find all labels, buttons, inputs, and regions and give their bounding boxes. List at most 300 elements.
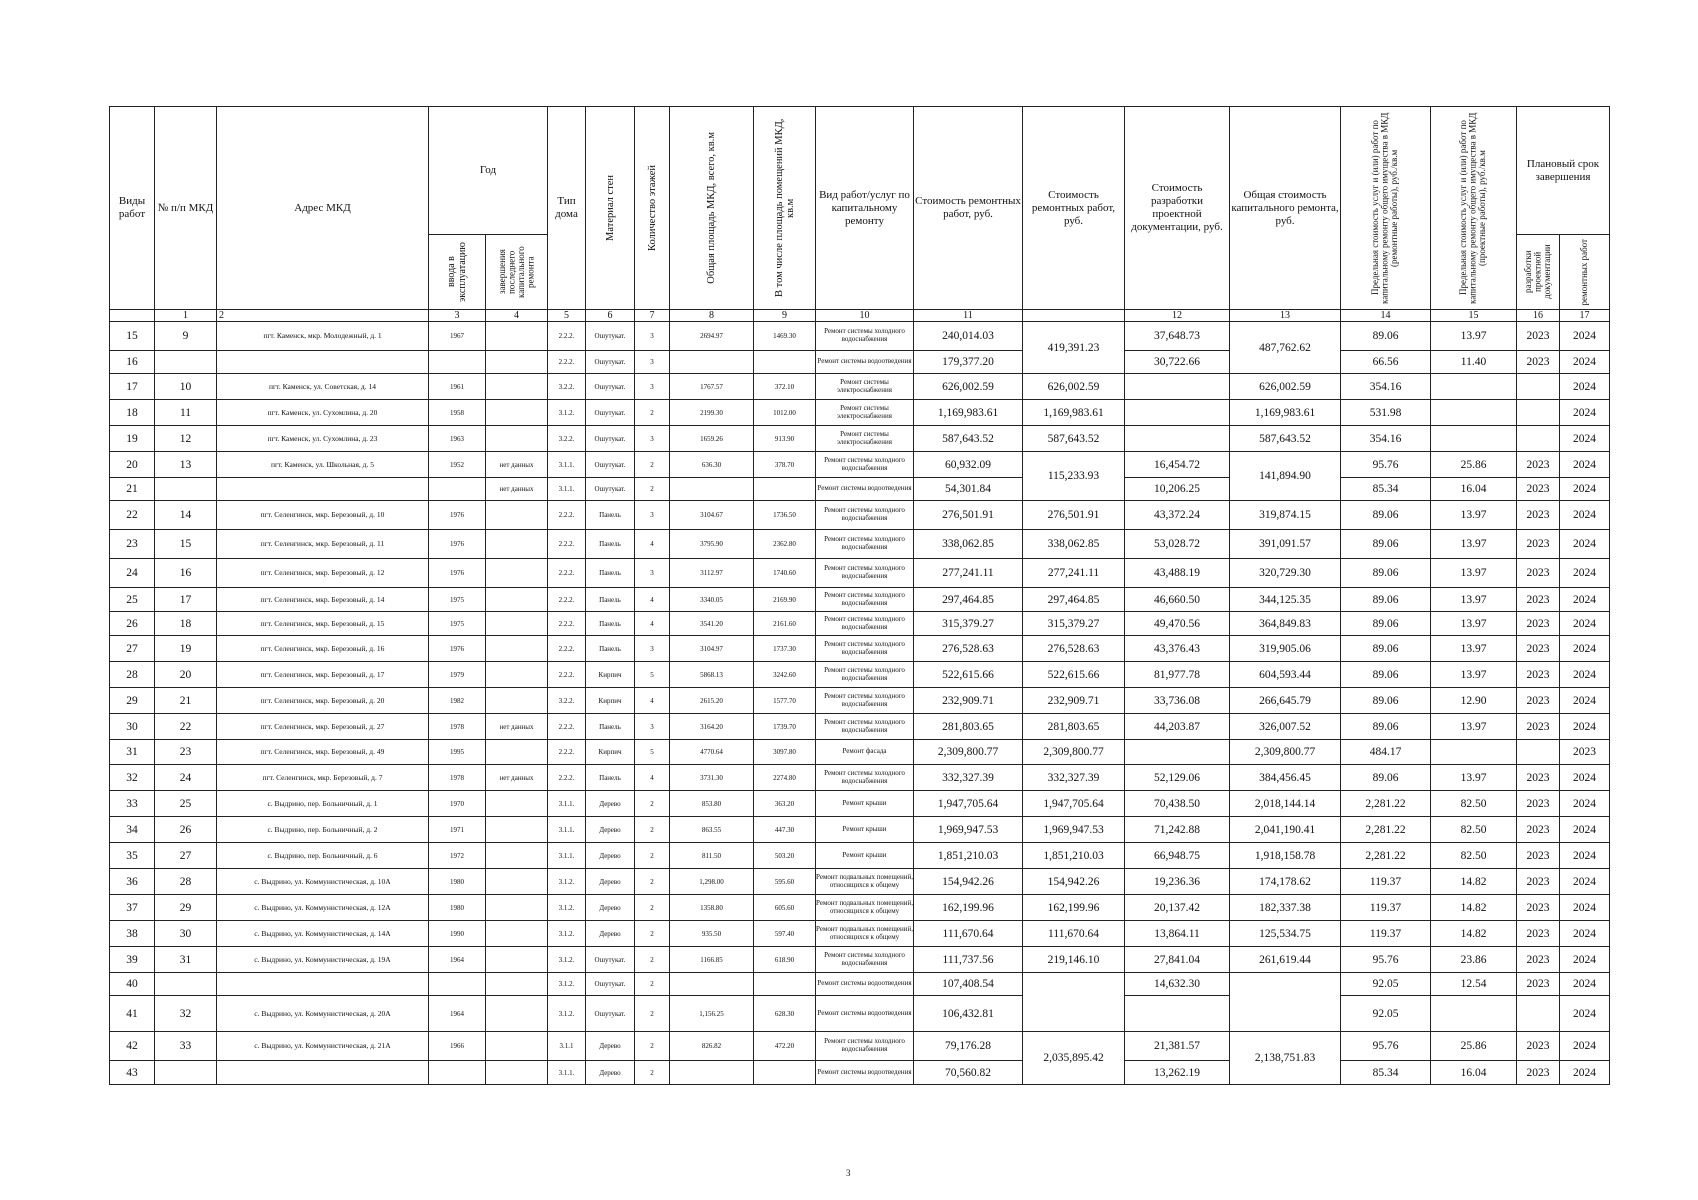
cell-premises-area: 597.40 bbox=[754, 921, 816, 947]
cell-total-cost: 604,593.44 bbox=[1230, 662, 1341, 688]
cell-premises-area: 595.60 bbox=[754, 869, 816, 895]
cell-premises-area: 913.90 bbox=[754, 426, 816, 452]
cell-vid-rabot: 19 bbox=[110, 426, 155, 452]
cell-limit-repair: 95.76 bbox=[1341, 947, 1431, 973]
cell-work-type: Ремонт системы холодного водоснабжения bbox=[816, 452, 914, 478]
cell-floors: 3 bbox=[635, 559, 670, 588]
cell-premises-area bbox=[754, 478, 816, 501]
cell-house-type: 3.1.1. bbox=[548, 817, 586, 843]
cell-repair-cost: 111,670.64 bbox=[914, 921, 1023, 947]
cell-address: пгт. Селенгинск, мкр. Березовый, д. 17 bbox=[217, 662, 429, 688]
cell-term-repair: 2024 bbox=[1560, 426, 1610, 452]
cell-wall-material: Ошутукат. bbox=[586, 973, 635, 996]
table-row bbox=[110, 530, 1610, 559]
cell-limit-repair: 119.37 bbox=[1341, 869, 1431, 895]
cell-repair-cost: 106,432.81 bbox=[914, 996, 1023, 1032]
cell-work-type: Ремонт системы холодного водоснабжения bbox=[816, 714, 914, 740]
table-row bbox=[110, 740, 1610, 765]
cell-limit-design: 25.86 bbox=[1431, 1032, 1517, 1061]
cell-house-type: 3.1.1. bbox=[548, 1061, 586, 1085]
cell-repair-cost-total: 154,942.26 bbox=[1023, 869, 1125, 895]
cell-repair-cost-total: 2,035,895.42 bbox=[1023, 1032, 1125, 1085]
cell-total-area: 863.55 bbox=[670, 817, 754, 843]
cell-house-type: 3.1.2. bbox=[548, 973, 586, 996]
cell-repair-cost-total: 419,391.23 bbox=[1023, 322, 1125, 374]
cell-year-commissioning: 1976 bbox=[429, 636, 486, 662]
cell-limit-design bbox=[1431, 426, 1517, 452]
cell-wall-material: Дерево bbox=[586, 843, 635, 869]
cell-vid-rabot: 36 bbox=[110, 869, 155, 895]
cell-np: 28 bbox=[155, 869, 217, 895]
cell-address: пгт. Селенгинск, мкр. Березовый, д. 11 bbox=[217, 530, 429, 559]
cell-design-cost: 21,381.57 bbox=[1125, 1032, 1230, 1061]
cell-term-design: 2023 bbox=[1517, 921, 1560, 947]
cell-floors: 2 bbox=[635, 791, 670, 817]
cell-limit-repair: 531.98 bbox=[1341, 400, 1431, 426]
cell-term-design: 2023 bbox=[1517, 452, 1560, 478]
cell-year-last-repair: нет данных bbox=[486, 714, 548, 740]
cell-repair-cost: 154,942.26 bbox=[914, 869, 1023, 895]
cell-floors: 4 bbox=[635, 588, 670, 612]
cell-vid-rabot: 18 bbox=[110, 400, 155, 426]
cell-limit-design: 82.50 bbox=[1431, 791, 1517, 817]
cell-premises-area: 1469.30 bbox=[754, 322, 816, 351]
cell-house-type: 3.2.2. bbox=[548, 426, 586, 452]
cell-vid-rabot: 32 bbox=[110, 765, 155, 791]
cell-limit-design: 11.40 bbox=[1431, 351, 1517, 374]
cell-year-last-repair bbox=[486, 588, 548, 612]
cell-limit-repair: 89.06 bbox=[1341, 612, 1431, 636]
cell-wall-material: Кирпич bbox=[586, 662, 635, 688]
cell-design-cost: 71,242.88 bbox=[1125, 817, 1230, 843]
cell-premises-area bbox=[754, 351, 816, 374]
cell-np bbox=[155, 478, 217, 501]
cell-vid-rabot: 37 bbox=[110, 895, 155, 921]
cell-wall-material: Дерево bbox=[586, 869, 635, 895]
cell-term-repair: 2024 bbox=[1560, 817, 1610, 843]
cell-house-type: 2.2.2. bbox=[548, 351, 586, 374]
cell-work-type: Ремонт системы холодного водоснабжения bbox=[816, 612, 914, 636]
cell-premises-area: 472.20 bbox=[754, 1032, 816, 1061]
cell-design-cost: 16,454.72 bbox=[1125, 452, 1230, 478]
cell-work-type: Ремонт крыши bbox=[816, 817, 914, 843]
cell-term-design: 2023 bbox=[1517, 501, 1560, 530]
cell-year-commissioning: 1990 bbox=[429, 921, 486, 947]
cell-design-cost: 30,722.66 bbox=[1125, 351, 1230, 374]
cell-total-cost: 320,729.30 bbox=[1230, 559, 1341, 588]
cell-limit-design: 13.97 bbox=[1431, 559, 1517, 588]
cell-floors: 5 bbox=[635, 662, 670, 688]
cell-floors: 2 bbox=[635, 921, 670, 947]
cell-floors: 3 bbox=[635, 636, 670, 662]
cell-limit-design: 82.50 bbox=[1431, 817, 1517, 843]
table-row bbox=[110, 791, 1610, 817]
cell-limit-repair: 85.34 bbox=[1341, 1061, 1431, 1085]
cell-house-type: 3.1.1 bbox=[548, 1032, 586, 1061]
cell-total-cost: 2,138,751.83 bbox=[1230, 1032, 1341, 1085]
cell-year-last-repair bbox=[486, 662, 548, 688]
table-row bbox=[110, 895, 1610, 921]
cell-repair-cost: 70,560.82 bbox=[914, 1061, 1023, 1085]
cell-work-type: Ремонт крыши bbox=[816, 843, 914, 869]
cell-wall-material: Панель bbox=[586, 765, 635, 791]
cell-total-area: 853.80 bbox=[670, 791, 754, 817]
cell-np: 15 bbox=[155, 530, 217, 559]
header-total-area: Общая площадь МКД, всего, кв.м bbox=[670, 107, 754, 310]
cell-vid-rabot: 42 bbox=[110, 1032, 155, 1061]
cell-premises-area bbox=[754, 973, 816, 996]
header-repair-cost: Стоимость ремонтных работ, руб. bbox=[914, 107, 1023, 310]
table-row bbox=[110, 400, 1610, 426]
cell-wall-material: Ошутукат. bbox=[586, 478, 635, 501]
cell-year-last-repair bbox=[486, 921, 548, 947]
cell-term-design: 2023 bbox=[1517, 1032, 1560, 1061]
cell-total-area bbox=[670, 351, 754, 374]
cell-vid-rabot: 35 bbox=[110, 843, 155, 869]
header-year: Год bbox=[429, 107, 548, 235]
cell-repair-cost-total: 115,233.93 bbox=[1023, 452, 1125, 501]
cell-design-cost: 46,660.50 bbox=[1125, 588, 1230, 612]
cell-wall-material: Панель bbox=[586, 530, 635, 559]
cell-wall-material: Ошутукат. bbox=[586, 351, 635, 374]
cell-address: пгт. Селенгинск, мкр. Березовый, д. 7 bbox=[217, 765, 429, 791]
cell-term-repair: 2024 bbox=[1560, 895, 1610, 921]
cell-limit-repair: 89.06 bbox=[1341, 636, 1431, 662]
cell-total-area: 636.30 bbox=[670, 452, 754, 478]
cell-wall-material: Ошутукат. bbox=[586, 452, 635, 478]
cell-year-commissioning bbox=[429, 1061, 486, 1085]
cell-term-design: 2023 bbox=[1517, 817, 1560, 843]
cell-np: 27 bbox=[155, 843, 217, 869]
cell-repair-cost-total: 626,002.59 bbox=[1023, 374, 1125, 400]
cell-vid-rabot: 39 bbox=[110, 947, 155, 973]
cell-year-commissioning: 1978 bbox=[429, 714, 486, 740]
header-repair-cost-total: Стоимость ремонтных работ, руб. bbox=[1023, 107, 1125, 310]
cell-year-last-repair bbox=[486, 895, 548, 921]
cell-year-commissioning: 1982 bbox=[429, 688, 486, 714]
cell-term-design: 2023 bbox=[1517, 530, 1560, 559]
cell-design-cost: 19,236.36 bbox=[1125, 869, 1230, 895]
cell-vid-rabot: 33 bbox=[110, 791, 155, 817]
cell-wall-material: Ошутукат. bbox=[586, 374, 635, 400]
cell-address: с. Выдрино, пер. Больничный, д. 6 bbox=[217, 843, 429, 869]
cell-term-repair: 2024 bbox=[1560, 662, 1610, 688]
cell-repair-cost: 232,909.71 bbox=[914, 688, 1023, 714]
cell-term-design: 2023 bbox=[1517, 588, 1560, 612]
table-row bbox=[110, 452, 1610, 478]
cell-np: 24 bbox=[155, 765, 217, 791]
cell-wall-material: Кирпич bbox=[586, 740, 635, 765]
cell-work-type: Ремонт системы электроснабжения bbox=[816, 374, 914, 400]
cell-total-cost: 391,091.57 bbox=[1230, 530, 1341, 559]
cell-premises-area: 363.20 bbox=[754, 791, 816, 817]
cell-repair-cost: 1,969,947.53 bbox=[914, 817, 1023, 843]
cell-limit-design: 13.97 bbox=[1431, 501, 1517, 530]
cell-house-type: 2.2.2. bbox=[548, 662, 586, 688]
cell-term-repair: 2024 bbox=[1560, 791, 1610, 817]
cell-year-commissioning: 1972 bbox=[429, 843, 486, 869]
cell-total-cost: 174,178.62 bbox=[1230, 869, 1341, 895]
cell-repair-cost: 107,408.54 bbox=[914, 973, 1023, 996]
cell-np: 13 bbox=[155, 452, 217, 478]
cell-vid-rabot: 15 bbox=[110, 322, 155, 351]
cell-work-type: Ремонт крыши bbox=[816, 791, 914, 817]
cell-np: 21 bbox=[155, 688, 217, 714]
cell-term-repair: 2024 bbox=[1560, 452, 1610, 478]
cell-total-cost: 125,534.75 bbox=[1230, 921, 1341, 947]
cell-year-last-repair bbox=[486, 636, 548, 662]
cell-design-cost: 66,948.75 bbox=[1125, 843, 1230, 869]
cell-address: пгт. Каменск, ул. Советская, д. 14 bbox=[217, 374, 429, 400]
cell-term-design: 2023 bbox=[1517, 688, 1560, 714]
cell-floors: 3 bbox=[635, 351, 670, 374]
cell-limit-design: 14.82 bbox=[1431, 895, 1517, 921]
table-row bbox=[110, 1061, 1610, 1085]
cell-address: пгт. Каменск, ул. Школьная, д. 5 bbox=[217, 452, 429, 478]
cell-total-area: 1,156.25 bbox=[670, 996, 754, 1032]
cell-vid-rabot: 31 bbox=[110, 740, 155, 765]
cell-total-area: 3795.90 bbox=[670, 530, 754, 559]
cell-year-last-repair bbox=[486, 322, 548, 351]
cell-premises-area: 2161.60 bbox=[754, 612, 816, 636]
cell-total-area: 3164.20 bbox=[670, 714, 754, 740]
cell-premises-area bbox=[754, 1061, 816, 1085]
cell-term-design bbox=[1517, 426, 1560, 452]
cell-total-cost: 364,849.83 bbox=[1230, 612, 1341, 636]
cell-address bbox=[217, 478, 429, 501]
cell-vid-rabot: 21 bbox=[110, 478, 155, 501]
cell-limit-design: 13.97 bbox=[1431, 530, 1517, 559]
cell-design-cost: 53,028.72 bbox=[1125, 530, 1230, 559]
cell-year-last-repair bbox=[486, 791, 548, 817]
table-body bbox=[110, 322, 1610, 1085]
cell-year-last-repair bbox=[486, 1032, 548, 1061]
cell-address: с. Выдрино, ул. Коммунистическая, д. 21А bbox=[217, 1032, 429, 1061]
cell-repair-cost-total bbox=[1023, 973, 1125, 1032]
cell-wall-material: Дерево bbox=[586, 791, 635, 817]
cell-wall-material: Панель bbox=[586, 714, 635, 740]
cell-total-area: 826.82 bbox=[670, 1032, 754, 1061]
cell-design-cost: 52,129.06 bbox=[1125, 765, 1230, 791]
cell-wall-material: Панель bbox=[586, 588, 635, 612]
cell-np: 33 bbox=[155, 1032, 217, 1061]
cell-term-design: 2023 bbox=[1517, 322, 1560, 351]
cell-np: 10 bbox=[155, 374, 217, 400]
cell-floors: 2 bbox=[635, 478, 670, 501]
cell-limit-repair: 2,281.22 bbox=[1341, 843, 1431, 869]
cell-design-cost: 43,488.19 bbox=[1125, 559, 1230, 588]
cell-design-cost: 49,470.56 bbox=[1125, 612, 1230, 636]
cell-total-area: 3112.97 bbox=[670, 559, 754, 588]
cell-house-type: 2.2.2. bbox=[548, 559, 586, 588]
table-row bbox=[110, 869, 1610, 895]
cell-vid-rabot: 34 bbox=[110, 817, 155, 843]
cell-year-last-repair: нет данных bbox=[486, 765, 548, 791]
header-design-cost: Стоимость разработки проектной документации, руб. bbox=[1125, 107, 1230, 310]
cell-limit-repair: 354.16 bbox=[1341, 426, 1431, 452]
cell-floors: 2 bbox=[635, 947, 670, 973]
cell-repair-cost: 240,014.03 bbox=[914, 322, 1023, 351]
header-wall-material: Материал стен bbox=[586, 107, 635, 310]
cell-design-cost: 10,206.25 bbox=[1125, 478, 1230, 501]
cell-address: пгт. Селенгинск, мкр. Березовый, д. 20 bbox=[217, 688, 429, 714]
cell-repair-cost: 79,176.28 bbox=[914, 1032, 1023, 1061]
cell-repair-cost-total: 232,909.71 bbox=[1023, 688, 1125, 714]
cell-premises-area: 3097.80 bbox=[754, 740, 816, 765]
cell-floors: 4 bbox=[635, 688, 670, 714]
header-planned-term: Плановый срок завершения bbox=[1517, 107, 1610, 235]
cell-year-commissioning: 1967 bbox=[429, 322, 486, 351]
cell-work-type: Ремонт системы водоотведения bbox=[816, 973, 914, 996]
cell-address bbox=[217, 351, 429, 374]
cell-repair-cost-total: 338,062.85 bbox=[1023, 530, 1125, 559]
cell-work-type: Ремонт системы холодного водоснабжения bbox=[816, 322, 914, 351]
cell-term-repair: 2024 bbox=[1560, 351, 1610, 374]
cell-term-design: 2023 bbox=[1517, 662, 1560, 688]
cell-limit-repair: 89.06 bbox=[1341, 714, 1431, 740]
cell-house-type: 3.1.1. bbox=[548, 843, 586, 869]
cell-limit-design bbox=[1431, 996, 1517, 1032]
cell-term-design bbox=[1517, 740, 1560, 765]
cell-year-commissioning: 1963 bbox=[429, 426, 486, 452]
table-row bbox=[110, 1032, 1610, 1061]
cell-work-type: Ремонт подвальных помещений, относящихся к общему bbox=[816, 921, 914, 947]
cell-np: 14 bbox=[155, 501, 217, 530]
cell-vid-rabot: 26 bbox=[110, 612, 155, 636]
cell-total-area bbox=[670, 478, 754, 501]
cell-year-last-repair bbox=[486, 400, 548, 426]
cell-total-area: 2615.20 bbox=[670, 688, 754, 714]
cell-year-last-repair bbox=[486, 374, 548, 400]
cell-work-type: Ремонт системы водоотведения bbox=[816, 996, 914, 1032]
cell-floors: 2 bbox=[635, 400, 670, 426]
cell-work-type: Ремонт фасада bbox=[816, 740, 914, 765]
cell-year-commissioning: 1980 bbox=[429, 869, 486, 895]
cell-term-design: 2023 bbox=[1517, 559, 1560, 588]
cell-work-type: Ремонт подвальных помещений, относящихся к общему bbox=[816, 869, 914, 895]
cell-total-area bbox=[670, 1061, 754, 1085]
cell-house-type: 3.1.2. bbox=[548, 947, 586, 973]
cell-house-type: 3.1.2. bbox=[548, 869, 586, 895]
cell-repair-cost: 276,501.91 bbox=[914, 501, 1023, 530]
cell-year-commissioning: 1980 bbox=[429, 895, 486, 921]
cell-limit-design: 13.97 bbox=[1431, 636, 1517, 662]
cell-vid-rabot: 40 bbox=[110, 973, 155, 996]
cell-premises-area: 628.30 bbox=[754, 996, 816, 1032]
cell-floors: 4 bbox=[635, 530, 670, 559]
cell-limit-design: 25.86 bbox=[1431, 452, 1517, 478]
cell-wall-material: Панель bbox=[586, 559, 635, 588]
cell-repair-cost-total: 281,803.65 bbox=[1023, 714, 1125, 740]
cell-limit-repair: 66.56 bbox=[1341, 351, 1431, 374]
cell-total-area: 5868.13 bbox=[670, 662, 754, 688]
cell-term-design bbox=[1517, 374, 1560, 400]
cell-premises-area: 503.20 bbox=[754, 843, 816, 869]
cell-total-cost: 319,905.06 bbox=[1230, 636, 1341, 662]
cell-house-type: 3.1.2. bbox=[548, 996, 586, 1032]
header-floors: Количество этажей bbox=[635, 107, 670, 310]
cell-address: с. Выдрино, ул. Коммунистическая, д. 20А bbox=[217, 996, 429, 1032]
header-term-repair: ремонтных работ bbox=[1560, 235, 1610, 310]
cell-year-last-repair: нет данных bbox=[486, 452, 548, 478]
cell-floors: 3 bbox=[635, 714, 670, 740]
cell-repair-cost: 332,327.39 bbox=[914, 765, 1023, 791]
cell-house-type: 3.1.2. bbox=[548, 400, 586, 426]
cell-premises-area: 378.70 bbox=[754, 452, 816, 478]
cell-year-commissioning: 1975 bbox=[429, 588, 486, 612]
cell-term-repair: 2024 bbox=[1560, 843, 1610, 869]
cell-limit-repair: 92.05 bbox=[1341, 973, 1431, 996]
cell-vid-rabot: 41 bbox=[110, 996, 155, 1032]
cell-term-repair: 2024 bbox=[1560, 1032, 1610, 1061]
table-row bbox=[110, 973, 1610, 996]
header-address: Адрес МКД bbox=[217, 107, 429, 310]
cell-total-area: 811.50 bbox=[670, 843, 754, 869]
cell-term-repair: 2024 bbox=[1560, 765, 1610, 791]
cell-wall-material: Ошутукат. bbox=[586, 400, 635, 426]
cell-premises-area: 1739.70 bbox=[754, 714, 816, 740]
cell-repair-cost-total: 522,615.66 bbox=[1023, 662, 1125, 688]
cell-work-type: Ремонт системы электроснабжения bbox=[816, 400, 914, 426]
cell-vid-rabot: 30 bbox=[110, 714, 155, 740]
cell-year-commissioning bbox=[429, 351, 486, 374]
cell-year-commissioning bbox=[429, 973, 486, 996]
cell-term-design bbox=[1517, 996, 1560, 1032]
cell-limit-design bbox=[1431, 374, 1517, 400]
capital-repair-table bbox=[109, 106, 1610, 1085]
cell-term-repair: 2024 bbox=[1560, 322, 1610, 351]
cell-premises-area: 2362.80 bbox=[754, 530, 816, 559]
table-row bbox=[110, 765, 1610, 791]
cell-total-area: 1659.26 bbox=[670, 426, 754, 452]
cell-year-commissioning: 1971 bbox=[429, 817, 486, 843]
cell-np: 18 bbox=[155, 612, 217, 636]
cell-design-cost: 44,203.87 bbox=[1125, 714, 1230, 740]
cell-design-cost: 81,977.78 bbox=[1125, 662, 1230, 688]
cell-house-type: 3.1.2. bbox=[548, 921, 586, 947]
cell-premises-area: 605.60 bbox=[754, 895, 816, 921]
cell-address: пгт. Селенгинск, мкр. Березовый, д. 12 bbox=[217, 559, 429, 588]
cell-year-commissioning: 1961 bbox=[429, 374, 486, 400]
cell-address: с. Выдрино, ул. Коммунистическая, д. 19А bbox=[217, 947, 429, 973]
table-row bbox=[110, 612, 1610, 636]
cell-house-type: 2.2.2. bbox=[548, 530, 586, 559]
cell-limit-design: 13.97 bbox=[1431, 612, 1517, 636]
cell-address: пгт. Каменск, ул. Сухомлина, д. 23 bbox=[217, 426, 429, 452]
cell-address: с. Выдрино, пер. Больничный, д. 2 bbox=[217, 817, 429, 843]
cell-vid-rabot: 43 bbox=[110, 1061, 155, 1085]
cell-total-cost: 319,874.15 bbox=[1230, 501, 1341, 530]
cell-term-design: 2023 bbox=[1517, 714, 1560, 740]
header-premises-area: В том числе площадь помещений МКД, кв.м bbox=[754, 107, 816, 310]
cell-limit-repair: 89.06 bbox=[1341, 530, 1431, 559]
table-row bbox=[110, 662, 1610, 688]
cell-floors: 5 bbox=[635, 740, 670, 765]
cell-total-area: 1358.80 bbox=[670, 895, 754, 921]
cell-design-cost bbox=[1125, 996, 1230, 1032]
cell-term-repair: 2023 bbox=[1560, 740, 1610, 765]
cell-total-area: 2199.30 bbox=[670, 400, 754, 426]
cell-limit-design: 13.97 bbox=[1431, 322, 1517, 351]
cell-house-type: 3.2.2. bbox=[548, 688, 586, 714]
cell-premises-area: 2274.80 bbox=[754, 765, 816, 791]
cell-np: 25 bbox=[155, 791, 217, 817]
cell-year-last-repair bbox=[486, 559, 548, 588]
cell-house-type: 3.1.1. bbox=[548, 791, 586, 817]
cell-limit-repair: 92.05 bbox=[1341, 996, 1431, 1032]
cell-limit-repair: 95.76 bbox=[1341, 452, 1431, 478]
cell-wall-material: Дерево bbox=[586, 895, 635, 921]
